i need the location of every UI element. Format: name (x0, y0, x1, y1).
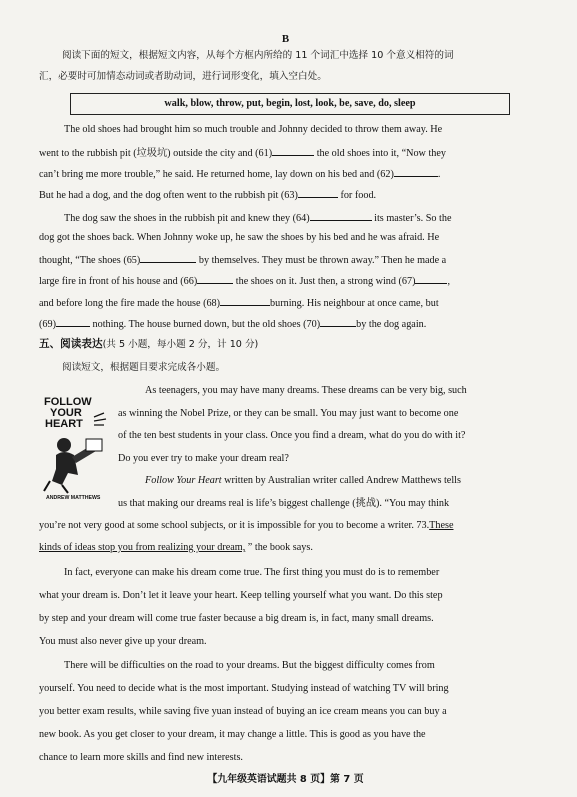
blank-65[interactable] (140, 252, 196, 263)
passage-line: chance to learn more skills and find new interests. (39, 752, 243, 763)
passage-line: by step and your dream will come true faster because a big dream is, in fact, many small dreams. (39, 613, 434, 624)
word-box: walk, blow, throw, put, begin, lost, look, be, save, do, sleep (70, 93, 510, 115)
passage-line: You must also never give up your dream. (39, 636, 207, 647)
passage-line: The old shoes had brought him so much trouble and Johnny decided to throw them away. He (64, 124, 443, 135)
blank-66[interactable] (197, 273, 233, 284)
instruction-line: 汇，必要时可加情态动词或者助动词，进行词形变化，填入空白处。 (39, 71, 327, 82)
passage-line: (69) nothing. The house burned down, but the old shoes (70) by the dog again. (39, 316, 426, 331)
passage-line: There will be difficulties on the road to your dreams. But the biggest difficulty comes from (64, 660, 435, 671)
passage-line: large fire in front of his house and (66) the shoes on it. Just then, a strong wind (67) , (39, 273, 450, 288)
blank-63[interactable] (298, 187, 338, 198)
section-letter: B (281, 33, 290, 45)
blank-70[interactable] (320, 316, 356, 327)
passage-line: As teenagers, you may have many dreams. These dreams can be very big, such (145, 385, 467, 396)
passage-line: new book. As you get closer to your dream, it may change a little. This is good as you have the (39, 729, 426, 740)
book-author: ANDREW MATTHEWS (46, 495, 101, 501)
section-header: 五、阅读表达(共 5 小题，每小题 2 分，计 10 分) (39, 338, 259, 350)
blank-69[interactable] (56, 316, 90, 327)
passage-line: us that making our dreams real is life’s biggest challenge (挑战). “You may think (118, 498, 450, 509)
passage-line: you better exam results, while saving five yuan instead of buying an ice cream means you can buy a (39, 706, 447, 717)
book-cover-image (42, 393, 112, 507)
book-title-italic: Follow Your Heart (145, 475, 222, 486)
passage-line: yourself. You need to decide what is the most important. Studying instead of watching TV will bring (39, 683, 449, 694)
passage-line: Do you ever try to make your dream real? (118, 453, 289, 464)
blank-61[interactable] (272, 145, 314, 156)
passage-line: you’re not very good at some school subjects, or it is impossible for you to become a writer. 73.These (39, 520, 454, 531)
passage-line: and before long the fire made the house (68) burning. His neighbour at once came, but (39, 295, 439, 310)
passage-line: as winning the Nobel Prize, or they can be small. You may just want to become one (118, 408, 459, 419)
passage-line: dog got the shoes back. When Johnny woke up, he saw the shoes by his bed and he was afraid. He (39, 232, 440, 243)
instruction-line: 阅读短文，根据题目要求完成各小题。 (62, 362, 226, 373)
instruction-line: 阅读下面的短文，根据短文内容，从每个方框内所给的 11 个词汇中选择 10 个意义相符的词 (62, 50, 454, 61)
passage-line: kinds of ideas stop you from realizing your dream, ” the book says. (39, 542, 313, 553)
blank-64[interactable] (310, 210, 372, 221)
question-73-underline: kinds of ideas stop you from realizing your dream, (39, 542, 246, 553)
passage-line: Follow Your Heart written by Australian writer called Andrew Matthews tells (145, 475, 461, 486)
page-footer: 【九年级英语试题共 8 页】第 7 页 (207, 774, 364, 785)
passage-line: In fact, everyone can make his dream come true. The first thing you must do is to remember (64, 567, 440, 578)
blank-68[interactable] (220, 295, 270, 306)
passage-line: But he had a dog, and the dog often went to the rubbish pit (63) for food. (39, 187, 376, 202)
passage-line: The dog saw the shoes in the rubbish pit and knew they (64) its master’s. So the (64, 210, 452, 225)
book-title-2: YOUR (50, 407, 82, 419)
blank-67[interactable] (415, 273, 447, 284)
blank-62[interactable] (394, 166, 438, 177)
passage-line: went to the rubbish pit (垃圾坑) outside the city and (61) the old shoes into it, “Now they (39, 145, 446, 160)
question-73-underline: These (429, 520, 454, 531)
passage-line: thought, “The shoes (65) by themselves. They must be thrown away.” Then he made a (39, 252, 446, 267)
passage-line: of the ten best students in your class. Once you find a dream, what do you do with it? (118, 430, 466, 441)
book-title-3: HEART (45, 418, 83, 430)
book-title-1: FOLLOW (44, 396, 92, 408)
passage-line: can’t bring me more trouble,” he said. He returned home, lay down on his bed and (62) . (39, 166, 440, 181)
passage-line: what your dream is. Don’t let it leave your heart. Keep telling yourself what you want. Do this step (39, 590, 443, 601)
